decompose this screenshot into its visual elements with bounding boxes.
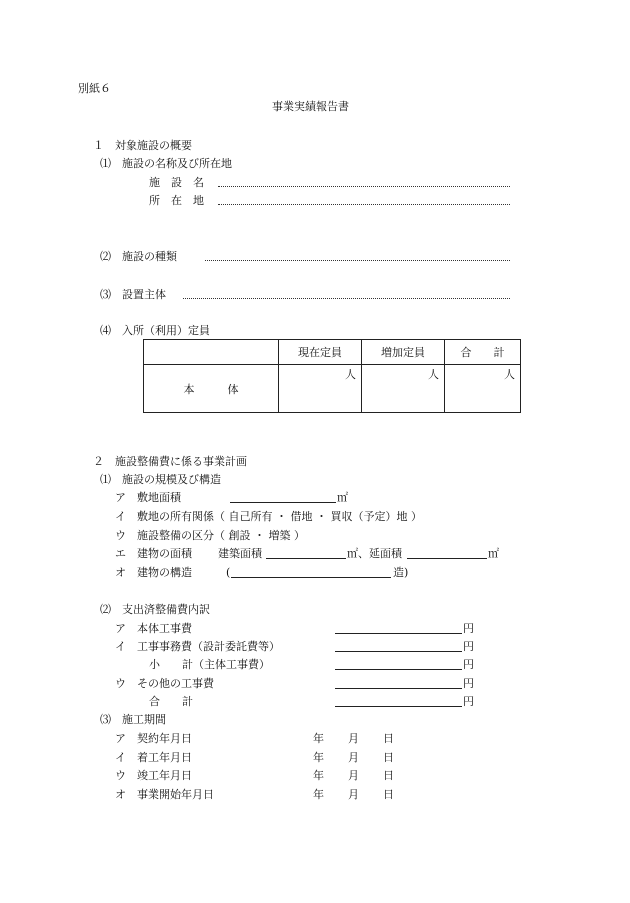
s1-item3-label: ⑶ 設置主体: [100, 288, 166, 301]
building-footprint-label: 建築面積: [218, 547, 262, 560]
building-structure-field[interactable]: [231, 577, 391, 578]
floor-area-label: ㎡、延面積: [347, 547, 402, 560]
expense-row-label: ア 本体工事費: [115, 622, 192, 635]
month-unit: 月: [348, 788, 359, 801]
year-unit: 年: [313, 769, 324, 782]
founder-field[interactable]: [183, 298, 510, 299]
facility-type-field[interactable]: [205, 260, 510, 261]
capacity-table: [143, 339, 521, 413]
expense-row-field[interactable]: [335, 688, 462, 689]
s1-item1-label: ⑴ 施設の名称及び所在地: [100, 157, 232, 170]
month-unit: 月: [348, 751, 359, 764]
expense-row-unit: 円: [463, 658, 474, 671]
attachment-label: 別紙６: [78, 82, 111, 95]
col-total-header: 合 計: [445, 340, 521, 365]
s1-item2-label: ⑵ 施設の種類: [100, 250, 177, 263]
month-unit: 月: [348, 732, 359, 745]
building-structure-label: オ 建物の構造: [115, 566, 192, 579]
section1-heading: １ 対象施設の概要: [93, 139, 192, 152]
expense-row-label: 小 計（主体工事費）: [149, 658, 270, 671]
development-type-label: ウ 施設整備の区分（ 創設 ・ 増築 ）: [115, 529, 305, 542]
expense-row-unit: 円: [463, 640, 474, 653]
expense-row-label: 合 計: [149, 695, 193, 708]
section2-heading: ２ 施設整備費に係る事業計画: [93, 455, 247, 468]
facility-address-field[interactable]: [218, 204, 510, 205]
s1-item4-label: ⑷ 入所（利用）定員: [100, 324, 210, 337]
period-row-label: ウ 竣工年月日: [115, 769, 192, 782]
year-unit: 年: [313, 788, 324, 801]
period-row-label: イ 着工年月日: [115, 751, 192, 764]
day-unit: 日: [383, 788, 394, 801]
month-unit: 月: [348, 769, 359, 782]
site-ownership-label: イ 敷地の所有関係（ 自己所有 ・ 借地 ・ 買収（予定）地 ）: [115, 510, 422, 523]
current-capacity-cell[interactable]: 人: [279, 365, 362, 413]
total-capacity-cell[interactable]: 人: [445, 365, 521, 413]
expense-row-field[interactable]: [335, 669, 462, 670]
day-unit: 日: [383, 769, 394, 782]
s2-item3-label: ⑶ 施工期間: [100, 713, 166, 726]
expense-row-label: イ 工事事務費（設計委託費等）: [115, 640, 280, 653]
building-area-label: エ 建物の面積: [115, 547, 192, 560]
s2-item2-label: ⑵ 支出済整備費内訳: [100, 603, 210, 616]
day-unit: 日: [383, 732, 394, 745]
period-row-label: オ 事業開始年月日: [115, 788, 214, 801]
document-title: 事業実績報告書: [272, 100, 349, 113]
row-main-label: 本 体: [144, 365, 279, 413]
structure-suffix: 造): [393, 566, 409, 579]
year-unit: 年: [313, 732, 324, 745]
floor-area-unit: ㎡: [488, 547, 499, 560]
increase-capacity-cell[interactable]: 人: [362, 365, 445, 413]
site-area-field[interactable]: [230, 502, 336, 503]
expense-row-unit: 円: [463, 695, 474, 708]
structure-open-paren: (: [226, 566, 231, 579]
facility-name-label: 施 設 名: [149, 176, 204, 189]
site-area-unit: ㎡: [337, 491, 348, 504]
year-unit: 年: [313, 751, 324, 764]
floor-area-field[interactable]: [407, 558, 487, 559]
facility-name-field[interactable]: [218, 186, 510, 187]
expense-row-label: ウ その他の工事費: [115, 677, 214, 690]
period-row-label: ア 契約年月日: [115, 732, 192, 745]
day-unit: 日: [383, 751, 394, 764]
expense-row-field[interactable]: [335, 633, 462, 634]
s2-item1-label: ⑴ 施設の規模及び構造: [100, 473, 221, 486]
expense-row-field[interactable]: [335, 651, 462, 652]
expense-row-field[interactable]: [335, 706, 462, 707]
building-footprint-field[interactable]: [266, 558, 346, 559]
table-blank-cell: [144, 340, 279, 365]
col-increase-header: 増加定員: [362, 340, 445, 365]
col-current-header: 現在定員: [279, 340, 362, 365]
expense-row-unit: 円: [463, 622, 474, 635]
site-area-label: ア 敷地面積: [115, 491, 181, 504]
facility-address-label: 所 在 地: [149, 194, 204, 207]
expense-row-unit: 円: [463, 677, 474, 690]
